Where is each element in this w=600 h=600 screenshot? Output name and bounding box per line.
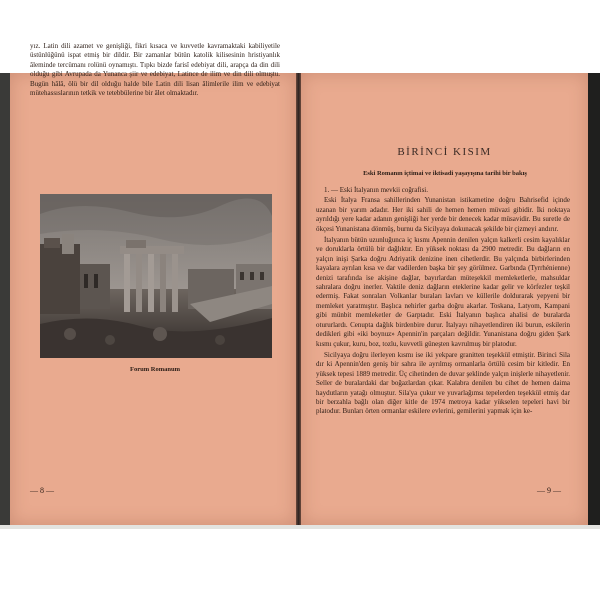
bottom-edge xyxy=(0,525,600,529)
chapter-subtitle: Eski Romanın içtimai ve iktisadi yaşayışına tarihi bir bakış xyxy=(363,170,527,177)
left-paragraph-text: yız. Latin dili azamet ve genişliği, fikri kısaca ve kuvvetle kavramaktaki kabiliyetile üstünlüğünü ispat etmiş bir dildir. Bir zamanlar bütün katolik kilisesinin hristiyanlık âleminde tercümanı rolünü oynamıştı. Tıpkı bizde farisî edebiyat dili, arapça da din dili olduğu gibi Avrupada da Yunanca şiir ve edebiyat, Latince de ilim ve din dili olmuştu. Bugün hâlâ, ölü bir dil olduğu halde bile Latin dili lisan âlimlerile ilim ve edebiyat mütehassıslarının tetkik ve tetebbülerine bir âlet olmaktadır. xyxy=(30,42,280,98)
page-edge-shadow xyxy=(588,73,600,529)
page-number-left: — 8 — xyxy=(30,486,54,495)
body-paragraph-3: Sicilyaya doğru ilerleyen kısmı ise iki yekpare granitten teşekkül etmiştir. Birinci Sila dır ki Apennin'den geniş bir sahra ile ayrılmış ormanlarla örtülü cesim bir kitledir. En yüksek tepesi 1889 metredir. Üç cihetinden de duvar şeklinde yalçın inişlerle nihayetlenir. Seller de buralardaki dar boğazlardan çıkar. Kalabra denilen bu cihet de hemen daima haydutların yatağı olmuştur. Sila'ya çukur ve yuvarlağımsı tepelerden teşekkül etmiş dar bir berzahla bağlı olan diğer kitle de 1974 metroya kadar yükselen tepeleri havi bir platodur. Bunları örten ormanlar eskilere evlerini, gemilerini yapmak için ke- xyxy=(316,350,570,416)
forum-romanum-photo xyxy=(40,194,272,358)
page-number-right: — 9 — xyxy=(537,486,561,495)
body-paragraph-1: Eski İtalya Fransa sahillerinden Yunanistan istikametine doğru Bahrisefid içinde uzanan bir yarım adadır. Her iki sahili de hemen hemen müvazi gibidir. İki noktaya ayrıldığı yere kadar adanın genişliği her yerde bir denecek kadar müsavidir. Bu suretle de ökçesi Yunanistana dönmüş, burnu da Sicilyaya dokunacak şekilde bir çizmeyi andırır. xyxy=(316,196,570,233)
right-page-body xyxy=(316,186,570,419)
image-caption: Forum Romanum xyxy=(129,366,180,373)
left-page-paragraph xyxy=(30,42,280,98)
section-heading: 1. — Eski İtalyanın mevkii coğrafisi. xyxy=(324,186,429,194)
forum-romanum-illustration xyxy=(40,194,272,358)
chapter-title: BİRİNCİ KISIM xyxy=(397,146,492,158)
body-paragraph-2: İtalyanın bütün uzunluğunca iç kısmı Apennin denilen yalçın kalkerli cesim kayalıklar ve doruklarla örtülü bir dağlıktır. En yüksek noktası da 2900 metredir. Bu dağların en yalçın inişi Şarka doğru Adriyatik denizine inen cihetlerdir. Bu yalçında birbirlerinden kayalara ayrılan kısa ve dar vadilerden başka bir şey görülmez. Garbında (Tyrrhénienne) denizi tarafında ise akişine dağlar, bayırlardan müteşekkil memleketlerle, mahsuldar sahralara doğru inerler. Vaktile deniz dağların eteklerine kadar gelir ve körfezler teşkil edermiş. Fakat sonraları Volkanlar buraları lavları ve küllerile doldurarak yepyeni bir memleket yaratmıştır. Başlıca nehirler garba doğru akarlar. Toskana, Latyom, Kampani gibi münbit memleketler de Garptadır. Eski İtalyanın başlıca ahalisi de buralarda otururlardı. Cenupta dağlık birdenbire durur. İtalyayı nihayetlendiren iki burun, eskilerin dedikleri gibi «iki boynuz» Apennin'in parçaları değildir. Yunanistana doğru giden Şark kısmı çukur, kuru, boz, tozlu, kuvvetli güneşten kavrulmuş bir platodur. xyxy=(316,236,570,348)
